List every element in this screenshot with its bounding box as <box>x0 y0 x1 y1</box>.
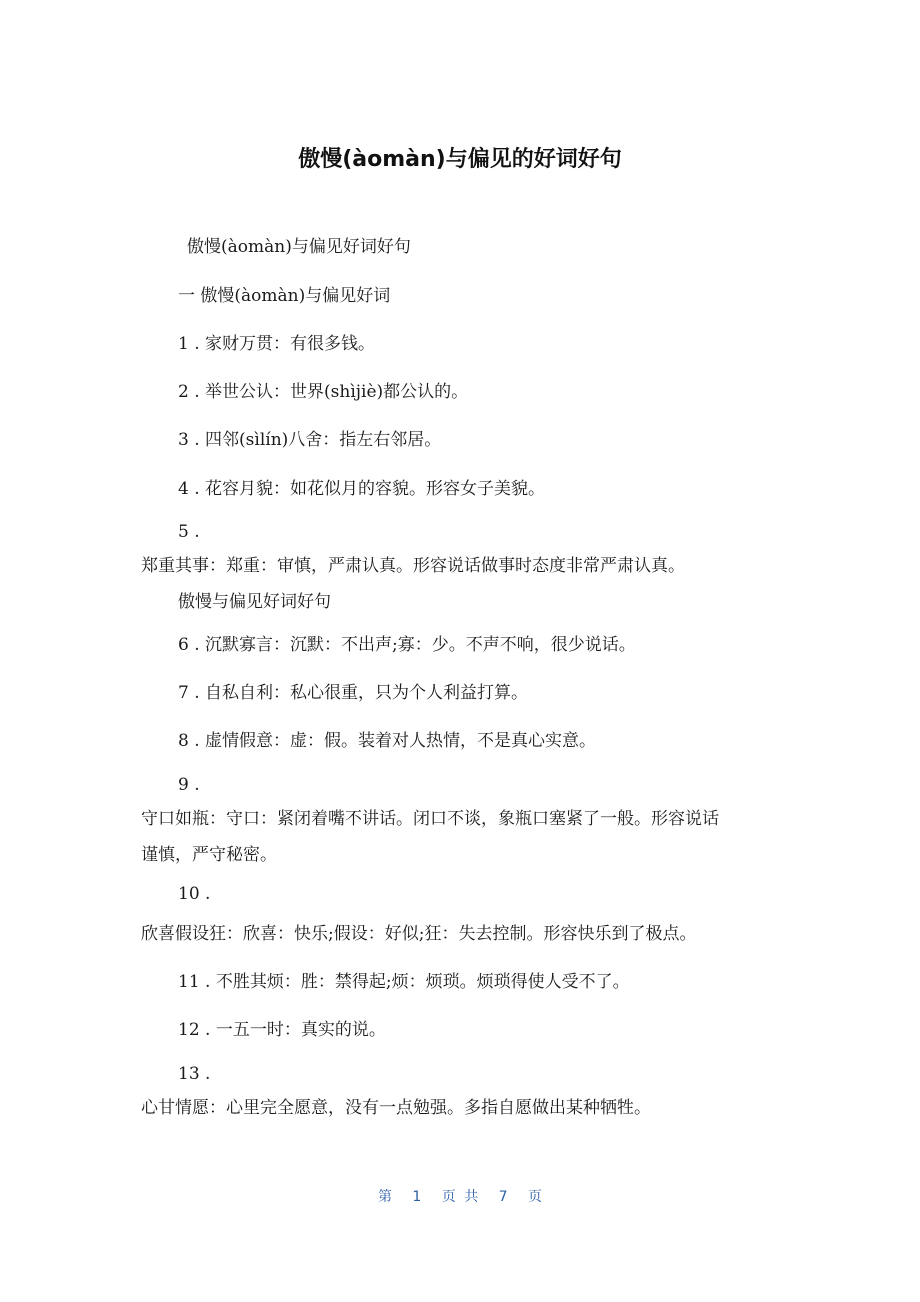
footer-page-label: 第 <box>377 1189 392 1205</box>
document-title: 傲慢(àomàn)与偏见的好词好句 <box>298 147 622 172</box>
footer-pages-label: 页 <box>528 1189 543 1205</box>
list-item-number: 9 . <box>178 775 200 795</box>
footer-current-page: 1 <box>412 1189 422 1205</box>
list-item-text: 心甘情愿：心里完全愿意，没有一点勉强。多指自愿做出某种牺牲。 <box>141 1098 651 1118</box>
list-item: 6 . 沉默寡言：沉默：不出声;寡：少。不声不响，很少说话。 <box>178 635 636 655</box>
list-item-text: 守口如瓶：守口：紧闭着嘴不讲话。闭口不谈，象瓶口塞紧了一般。形容说话 <box>141 809 719 829</box>
list-item-number: 13 . <box>178 1064 211 1084</box>
list-item: 3 . 四邻(sìlín)八舍：指左右邻居。 <box>178 430 442 450</box>
list-item: 1 . 家财万贯：有很多钱。 <box>178 334 376 354</box>
list-item-text: 欣喜假设狂：欣喜：快乐;假设：好似;狂：失去控制。形容快乐到了极点。 <box>141 924 697 944</box>
list-item-text: 谨慎，严守秘密。 <box>141 845 277 865</box>
section-heading: 傲慢与偏见好词好句 <box>178 592 331 612</box>
list-item: 8 . 虚情假意：虚：假。装着对人热情，不是真心实意。 <box>178 731 597 751</box>
list-item-text: 郑重其事：郑重：审慎，严肃认真。形容说话做事时态度非常严肃认真。 <box>141 556 685 576</box>
list-item: 4 . 花容月貌：如花似月的容貌。形容女子美貌。 <box>178 479 546 499</box>
footer-of-label: 页 共 <box>441 1189 479 1205</box>
section-heading: 一 傲慢(àomàn)与偏见好词 <box>178 286 391 306</box>
footer-total-pages: 7 <box>498 1189 508 1205</box>
list-item: 7 . 自私自利：私心很重，只为个人利益打算。 <box>178 683 529 703</box>
list-item: 11 . 不胜其烦：胜：禁得起;烦：烦琐。烦琐得使人受不了。 <box>178 972 630 992</box>
page-footer <box>0 1186 920 1208</box>
list-item-number: 10 . <box>178 884 211 904</box>
list-item: 12 . 一五一时：真实的说。 <box>178 1020 386 1040</box>
subtitle-line: 傲慢(àomàn)与偏见好词好句 <box>187 237 411 257</box>
list-item-number: 5 . <box>178 522 200 542</box>
list-item: 2 . 举世公认：世界(shìjiè)都公认的。 <box>178 382 469 402</box>
